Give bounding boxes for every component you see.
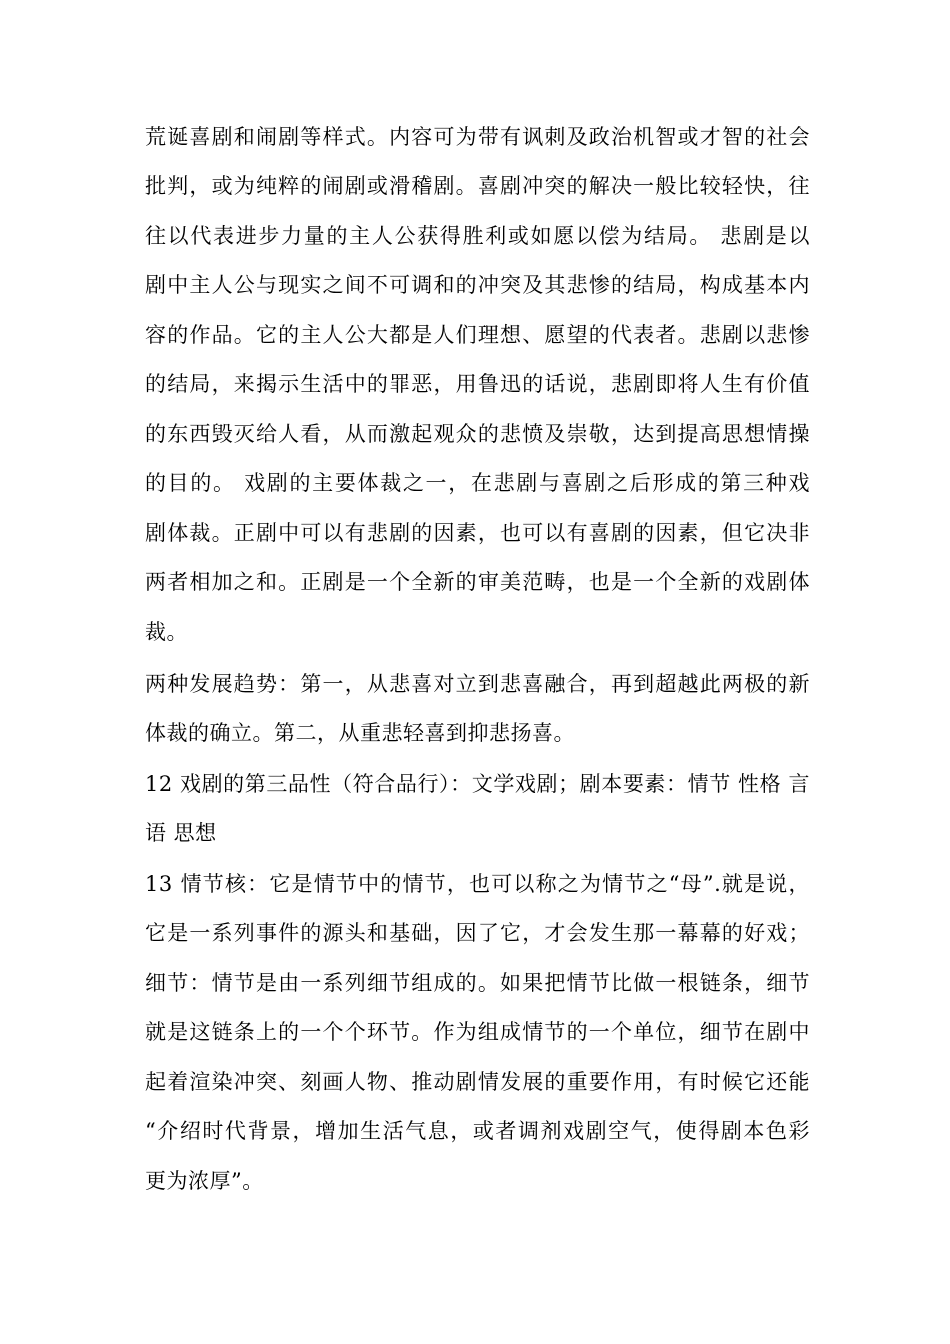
- text-line: 荒诞喜剧和闹剧等样式。内容可为带有讽刺及政治机智或才智的社会: [145, 125, 810, 149]
- text-line: 两者相加之和。正剧是一个全新的审美范畴，也是一个全新的戏剧体: [145, 570, 810, 594]
- text-line: 两种发展趋势：第一，从悲喜对立到悲喜融合，再到超越此两极的新: [145, 672, 810, 696]
- text-line: 的目的。 戏剧的主要体裁之一，在悲剧与喜剧之后形成的第三种戏: [145, 471, 810, 495]
- text-line: 细节：情节是由一系列细节组成的。如果把情节比做一根链条，细节: [145, 971, 810, 995]
- text-line: 批判，或为纯粹的闹剧或滑稽剧。喜剧冲突的解决一般比较轻快，往: [145, 174, 810, 198]
- text-line: 语 思想: [145, 821, 217, 845]
- text-line: 的结局，来揭示生活中的罪恶，用鲁迅的话说，悲剧即将人生有价值: [145, 372, 810, 396]
- text-line: 剧体裁。正剧中可以有悲剧的因素，也可以有喜剧的因素，但它决非: [145, 521, 810, 545]
- text-line: 往以代表进步力量的主人公获得胜利或如愿以偿为结局。 悲剧是以: [145, 224, 810, 248]
- text-line: 起着渲染冲突、刻画人物、推动剧情发展的重要作用，有时候它还能: [145, 1070, 810, 1094]
- text-line: 它是一系列事件的源头和基础，因了它，才会发生那一幕幕的好戏；: [145, 921, 810, 945]
- text-line: 裁。: [145, 620, 188, 644]
- text-line: 剧中主人公与现实之间不可调和的冲突及其悲惨的结局，构成基本内: [145, 273, 810, 297]
- text-line: 的东西毁灭给人看，从而激起观众的悲愤及崇敬，达到提高思想情操: [145, 422, 810, 446]
- text-line: 13 情节核：它是情节中的情节，也可以称之为情节之“母”.就是说，: [145, 872, 810, 896]
- text-line: 体裁的确立。第二，从重悲轻喜到抑悲扬喜。: [145, 721, 575, 745]
- text-line: 12 戏剧的第三品性（符合品行）：文学戏剧；剧本要素：情节 性格 言: [145, 772, 810, 796]
- text-line: 容的作品。它的主人公大都是人们理想、愿望的代表者。悲剧以悲惨: [145, 323, 810, 347]
- text-line: 就是这链条上的一个个环节。作为组成情节的一个单位，细节在剧中: [145, 1020, 810, 1044]
- text-line: 更为浓厚”。: [145, 1169, 264, 1193]
- text-line: “介绍时代背景，增加生活气息，或者调剂戏剧空气，使得剧本色彩: [145, 1119, 810, 1143]
